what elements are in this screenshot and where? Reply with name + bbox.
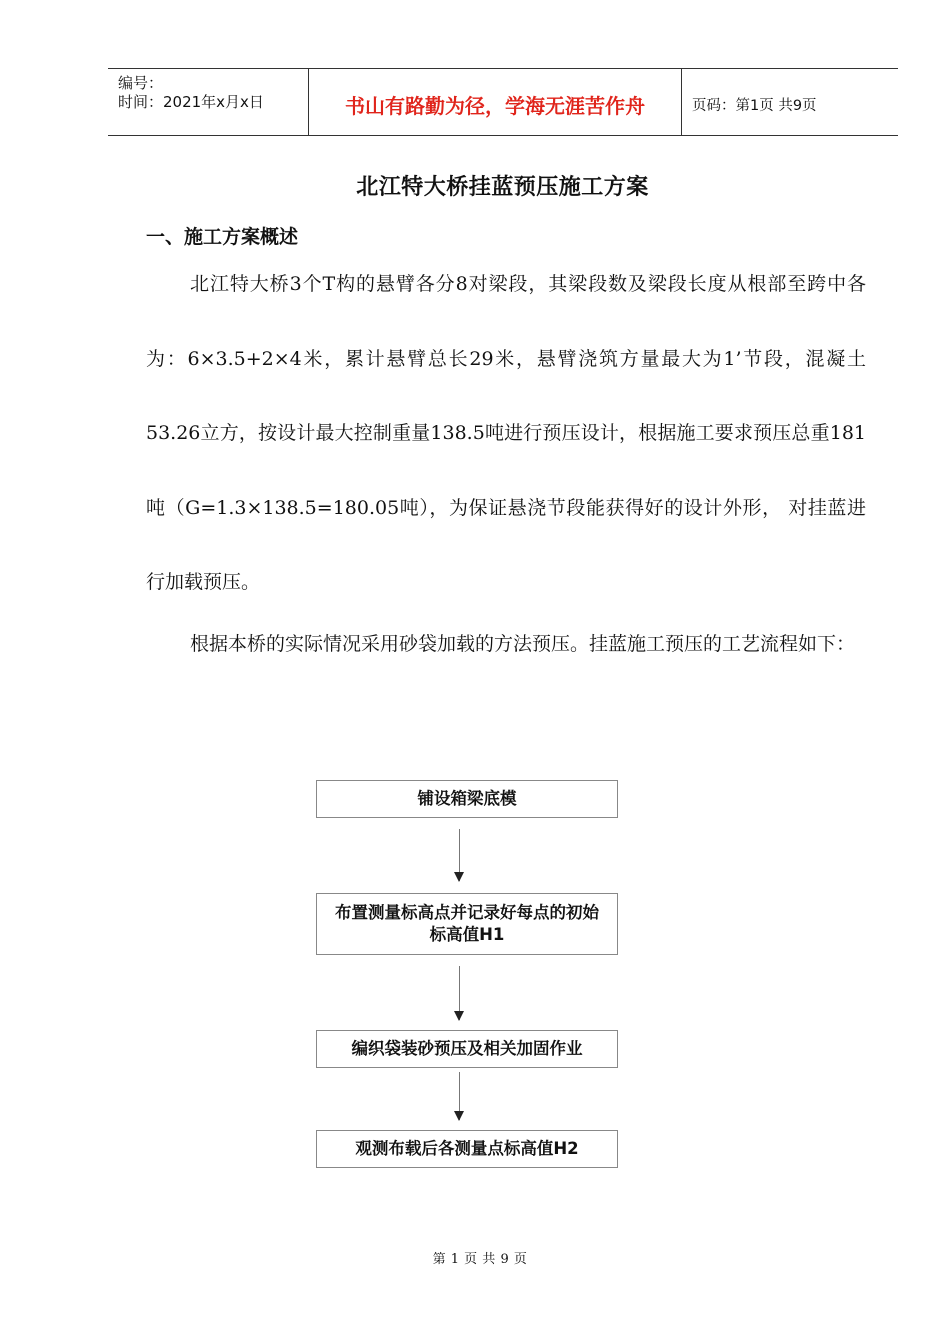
flowchart-step-2: 布置测量标高点并记录好每点的初始标高值H1 bbox=[316, 893, 618, 955]
page-footer: 第 1 页 共 9 页 bbox=[432, 1252, 528, 1267]
document-title: 北江特大桥挂蓝预压施工方案 bbox=[356, 175, 649, 200]
flowchart-arrow-2 bbox=[459, 966, 460, 1020]
header-meta-cell bbox=[108, 69, 309, 135]
paragraph-overview: 北江特大桥3个T构的悬臂各分8对梁段，其梁段数及梁段长度从根部至跨中各为：6×3.5+2×4米，累计悬臂总长29米，悬臂浇筑方量最大为1’节段，混凝土53.26立方，按设计最大控制重量138.5吨进行预压设计，根据施工要求预压总重181吨（G=1.3×138.5=180.05吨），为保证悬浇节段能获得好的设计外形， 对挂蓝进行加载预压。 bbox=[146, 273, 866, 593]
header-page-cell bbox=[682, 69, 898, 135]
header-motto-cell bbox=[309, 69, 682, 135]
flowchart-arrow-3 bbox=[459, 1072, 460, 1120]
paragraph-method: 根据本桥的实际情况采用砂袋加载的方法预压。挂蓝施工预压的工艺流程如下： bbox=[190, 633, 856, 655]
section-heading: 一、施工方案概述 bbox=[146, 226, 299, 248]
flowchart-step-1: 铺设箱梁底模 bbox=[316, 780, 618, 818]
flowchart-arrow-1 bbox=[459, 829, 460, 881]
flowchart-step-3: 编织袋装砂预压及相关加固作业 bbox=[316, 1030, 618, 1068]
header-motto: 书山有路勤为径，学海无涯苦作舟 bbox=[345, 94, 645, 118]
flowchart-step-4: 观测布载后各测量点标高值H2 bbox=[316, 1130, 618, 1168]
header-page-info: 页码：第1页 共9页 bbox=[692, 98, 817, 114]
document-header bbox=[108, 68, 898, 136]
doc-number-label: 编号： bbox=[118, 74, 164, 92]
time-label: 时间：2021年x月x日 bbox=[118, 93, 264, 111]
